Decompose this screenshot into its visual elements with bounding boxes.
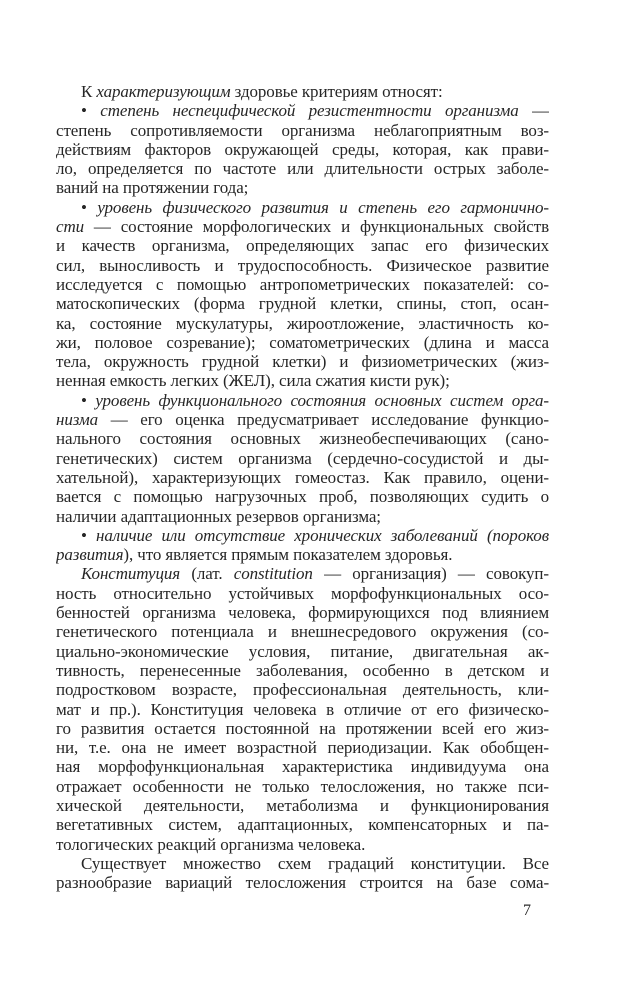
text-line: [56, 738, 549, 757]
text-line: [56, 507, 549, 526]
text-run: отражает особенности не только телосложения, но также пси-: [56, 776, 549, 796]
text-run: сил, выносливость и трудоспособность. Физическое развитие: [56, 255, 549, 275]
text-line: [56, 352, 549, 371]
italic-text-run: развития: [56, 545, 124, 565]
text-run: наличии адаптационных резервов организма;: [56, 506, 381, 526]
text-run: циально-экономические условия, питание, двигательная ак-: [56, 641, 549, 661]
text-run: действиям факторов окружающей среды, которая, как прави-: [56, 139, 549, 159]
text-line: [56, 700, 549, 719]
text-run: ность относительно устойчивых морфофункциональных осо-: [56, 583, 549, 603]
text-line: [56, 719, 549, 738]
text-line: [56, 854, 549, 873]
text-line: [56, 217, 549, 236]
text-block: [56, 82, 549, 892]
text-line: [56, 815, 549, 834]
text-run: ), что является прямым показателем здоровья.: [123, 545, 453, 565]
text-run: жи, половое созревание); соматометрических (длина и масса: [56, 332, 549, 352]
text-line: [56, 873, 549, 892]
text-line: [56, 642, 549, 661]
text-run: — состояние морфологических и функциональных свойств: [84, 217, 549, 237]
text-line: [56, 178, 549, 197]
text-line: [56, 429, 549, 448]
text-run: хической деятельности, метаболизма и функционирования: [56, 795, 549, 815]
text-line: [56, 314, 549, 333]
text-line: [56, 777, 549, 796]
text-run: генетического потенциала и внешнесредового окружения (со-: [56, 622, 549, 642]
text-line: [56, 410, 549, 429]
text-run: тологических реакций организма человека.: [56, 834, 366, 854]
text-line: [56, 680, 549, 699]
text-line: [56, 333, 549, 352]
text-run: —: [518, 101, 549, 121]
text-line: [56, 391, 549, 410]
text-run: генетических) систем организма (сердечно-сосудистой и ды-: [56, 448, 549, 468]
text-line: [56, 603, 549, 622]
text-run: мат и пр.). Конституция человека в отличие от его физическо-: [56, 699, 549, 719]
text-line: [56, 468, 549, 487]
text-run: подростковом возрасте, профессиональная деятельность, кли-: [56, 680, 549, 700]
text-line: [56, 82, 549, 101]
text-run: Существует множество схем градаций конституции. Все: [81, 853, 549, 873]
text-run: бенностей организма человека, формирующихся под влиянием: [56, 603, 549, 623]
text-run: разнообразие вариаций телосложения строится на базе сома-: [56, 873, 549, 893]
italic-text-run: характеризующим: [96, 82, 231, 101]
text-run: степень сопротивляемости организма неблагоприятным воз-: [56, 120, 549, 140]
text-run: (лат.: [180, 564, 234, 584]
text-line: [56, 121, 549, 140]
text-run: вегетативных систем, адаптационных, компенсаторных и па-: [56, 815, 549, 835]
text-line: [56, 198, 549, 217]
italic-text-run: степень неспецифической резистентности организма: [100, 101, 519, 121]
text-run: •: [81, 390, 96, 410]
text-run: ка, состояние мускулатуры, жироотложение, эластичность ко-: [56, 313, 549, 333]
text-run: матоскопических (форма грудной клетки, спины, стоп, осан-: [56, 294, 549, 314]
text-line: [56, 159, 549, 178]
text-line: [56, 545, 549, 564]
text-line: [56, 449, 549, 468]
italic-text-run: низма: [56, 410, 98, 430]
text-line: [56, 371, 549, 390]
text-run: ни, т.е. она не имеет возрастной периодизации. Как обобщен-: [56, 738, 549, 758]
text-line: [56, 757, 549, 776]
text-run: хательной), характеризующих гомеостаз. Как правило, оцени-: [56, 467, 549, 487]
text-line: [56, 564, 549, 583]
text-run: •: [81, 525, 97, 545]
text-run: вается с помощью нагрузочных проб, позволяющих судить о: [56, 487, 549, 507]
text-run: тела, окружность грудной клетки) и физиометрических (жиз-: [56, 352, 549, 372]
text-line: [56, 622, 549, 641]
italic-text-run: наличие или отсутствие хронических заболеваний (пороков: [96, 525, 549, 545]
text-run: ло, определяется по частоте или длительности острых заболе-: [56, 159, 549, 179]
text-line: [56, 275, 549, 294]
text-line: [56, 661, 549, 680]
text-line: [56, 835, 549, 854]
text-run: тивность, перенесенные заболевания, особенно в детском и: [56, 660, 549, 680]
text-line: [56, 256, 549, 275]
italic-text-run: Конституция: [81, 564, 181, 584]
text-run: ная морфофункциональная характеристика индивидуума она: [56, 757, 549, 777]
text-line: [56, 140, 549, 159]
text-run: го развития остается постоянной на протяжении всей его жиз-: [56, 718, 549, 738]
text-run: — организация) — совокуп-: [312, 564, 549, 584]
text-line: [56, 796, 549, 815]
text-run: и качеств организма, определяющих запас его физических: [56, 236, 549, 256]
text-run: •: [81, 197, 98, 217]
text-run: ваний на протяжении года;: [56, 178, 249, 198]
text-line: [56, 294, 549, 313]
text-run: нального состояния основных жизнеобеспечивающих (сано-: [56, 429, 549, 449]
text-line: [56, 584, 549, 603]
text-run: здоровье критериям относят:: [230, 82, 443, 101]
italic-text-run: уровень физического развития и степень его гармонично-: [97, 197, 549, 217]
text-line: [56, 236, 549, 255]
italic-text-run: сти: [56, 217, 85, 237]
text-run: исследуется с помощью антропометрических показателей: со-: [56, 274, 549, 294]
text-line: [56, 526, 549, 545]
page-number: 7: [523, 902, 531, 919]
text-run: — его оценка предусматривает исследование функцио-: [98, 410, 549, 430]
italic-text-run: constitution: [233, 564, 313, 584]
text-line: [56, 487, 549, 506]
text-run: ненная емкость легких (ЖЕЛ), сила сжатия кисти рук);: [56, 371, 450, 391]
text-line: [56, 101, 549, 120]
italic-text-run: уровень функционального состояния основных систем орга-: [95, 390, 549, 410]
text-run: •: [81, 101, 101, 121]
text-run: К: [81, 82, 97, 101]
